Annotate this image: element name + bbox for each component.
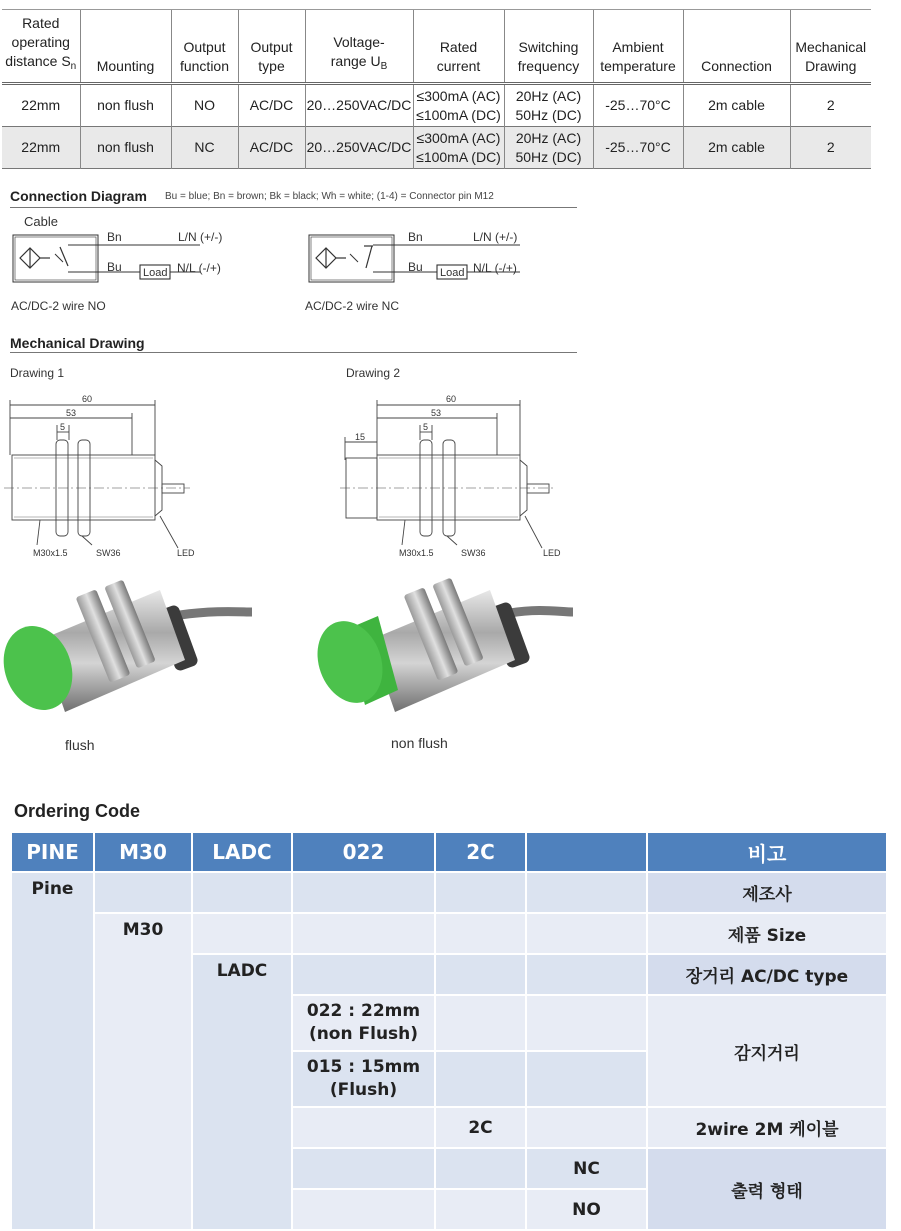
drawing-1-thread: M30x1.5 (33, 548, 68, 558)
spec-cell-line: non flush (97, 139, 154, 155)
mechanical-drawing-title: Mechanical Drawing (10, 335, 145, 351)
drawing-1-dim-5: 5 (60, 422, 66, 432)
drawing-1-dim-60: 60 (82, 394, 93, 404)
spec-header-subscript: B (380, 61, 388, 72)
bu-label-no: Bu (107, 260, 122, 274)
spec-header-line: operating (11, 34, 70, 50)
ordering-header-cell: PINE (12, 833, 95, 873)
empty-cell (527, 1108, 648, 1149)
cable-label: Cable (24, 214, 58, 229)
note-type: 장거리 AC/DC type (648, 955, 888, 996)
nl-label-nc: N/L (-/+) (473, 261, 517, 275)
code-m30: M30 (95, 914, 193, 1231)
spec-header-line: distance S (5, 53, 71, 69)
code-015 (293, 1052, 436, 1108)
drawing-2-dim-5: 5 (423, 422, 429, 432)
code-022-line1: 022 : 22mm (306, 1001, 421, 1021)
code-022-line2: (non Flush) (308, 1024, 419, 1044)
spec-cell-line: 50Hz (DC) (515, 106, 582, 123)
spec-header-line: Ambient (612, 39, 664, 55)
load-label-nc: Load (440, 267, 465, 279)
ordering-header-row (12, 833, 888, 873)
empty-cell (293, 1149, 436, 1190)
spec-header-subscript: n (70, 61, 77, 72)
empty-cell (436, 1190, 527, 1231)
spec-cell-line: 2m cable (708, 139, 765, 155)
code-no: NO (527, 1190, 648, 1231)
drawing-1-led: LED (177, 548, 195, 558)
spec-header-line: function (179, 58, 230, 74)
spec-cell-line: non flush (97, 97, 154, 113)
spec-cell-line: ≤100mA (DC) (416, 148, 501, 165)
spec-cell-line: NO (194, 97, 215, 113)
spec-cell-line: NC (194, 139, 215, 155)
empty-cell (436, 955, 527, 996)
empty-cell (527, 1052, 648, 1108)
spec-header-line: Connection (701, 58, 772, 74)
spec-cell-line: 2m cable (708, 97, 765, 113)
code-022 (293, 996, 436, 1052)
spec-header-line: Voltage- (333, 34, 385, 50)
empty-cell (193, 873, 293, 914)
ordering-code-title: Ordering Code (14, 801, 141, 821)
flush-sensor-photo (0, 579, 252, 719)
load-label-no: Load (143, 267, 168, 279)
spec-header-line: Rated (22, 15, 60, 31)
connection-diagram-title: Connection Diagram (10, 188, 147, 204)
empty-cell (436, 914, 527, 955)
empty-cell (436, 1052, 527, 1108)
non-flush-sensor-photo (307, 577, 573, 712)
connection-legend: Bu = blue; Bn = brown; Bk = black; Wh = white; (1-4) = Connector pin M12 (165, 191, 494, 202)
ordering-header-cell (527, 833, 648, 873)
code-2c: 2C (436, 1108, 527, 1149)
ordering-row (12, 914, 888, 955)
code-nc: NC (527, 1149, 648, 1190)
empty-cell (193, 914, 293, 955)
bn-label-no: Bn (107, 230, 122, 244)
note-size: 제품 Size (648, 914, 888, 955)
caption-no: AC/DC-2 wire NO (11, 299, 106, 313)
nl-label-no: N/L (-/+) (177, 261, 221, 275)
spec-cell-line: 50Hz (DC) (515, 148, 582, 165)
spec-header-line: current (436, 58, 481, 74)
drawing-2-dim-15: 15 (355, 432, 366, 442)
spec-cell-line: -25…70°C (605, 139, 671, 155)
ordering-header-cell: LADC (193, 833, 293, 873)
empty-cell (293, 1190, 436, 1231)
spec-header-line: Output (250, 39, 293, 55)
spec-cell-line: AC/DC (249, 97, 294, 113)
spec-header-line: Drawing (805, 58, 857, 74)
code-ladc: LADC (193, 955, 293, 1231)
empty-cell (527, 873, 648, 914)
drawing-2-dim-53: 53 (431, 408, 442, 418)
note-cable: 2wire 2M 케이블 (648, 1108, 888, 1149)
code-015-line2: (Flush) (329, 1080, 398, 1100)
spec-header-line: type (258, 58, 285, 74)
spec-header-line: range U (330, 53, 381, 69)
drawing-2-thread: M30x1.5 (399, 548, 434, 558)
drawing-2-label: Drawing 2 (346, 366, 401, 380)
empty-cell (95, 873, 193, 914)
spec-header-line: temperature (600, 58, 676, 74)
spec-cell-line: -25…70°C (605, 97, 671, 113)
empty-cell (436, 1149, 527, 1190)
spec-header-line: Output (183, 39, 226, 55)
drawing-2-led: LED (543, 548, 561, 558)
note-distance: 감지거리 (648, 996, 888, 1108)
empty-cell (527, 914, 648, 955)
empty-cell (436, 996, 527, 1052)
empty-cell (293, 1108, 436, 1149)
spec-cell-line: 20Hz (AC) (515, 129, 582, 146)
spec-cell-line: 22mm (21, 97, 61, 113)
empty-cell (527, 955, 648, 996)
empty-cell (293, 914, 436, 955)
ordering-code-table (12, 833, 888, 1231)
note-output: 출력 형태 (648, 1149, 888, 1231)
code-pine: Pine (12, 873, 95, 1231)
spec-header-line: frequency (517, 58, 580, 74)
spec-cell-line: ≤300mA (AC) (416, 87, 501, 104)
spec-cell-line: ≤100mA (DC) (416, 106, 501, 123)
ordering-header-cell: 022 (293, 833, 436, 873)
drawing-1-dim-53: 53 (66, 408, 77, 418)
drawing-1-wrench: SW36 (96, 548, 121, 558)
empty-cell (436, 873, 527, 914)
ordering-row (12, 873, 888, 914)
spec-cell-line: 2 (826, 97, 835, 113)
spec-header-line: Rated (439, 39, 478, 55)
spec-cell-line: 2 (826, 139, 835, 155)
spec-header-line: Switching (518, 39, 579, 55)
ordering-header-cell: M30 (95, 833, 193, 873)
spec-cell-line: ≤300mA (AC) (416, 129, 501, 146)
ln-label-nc: L/N (+/-) (473, 230, 518, 244)
ordering-header-cell: 비고 (648, 833, 888, 873)
empty-cell (293, 873, 436, 914)
drawing-1-label: Drawing 1 (10, 366, 65, 380)
ln-label-no: L/N (+/-) (178, 230, 223, 244)
empty-cell (293, 955, 436, 996)
spec-header-line: Mounting (96, 58, 155, 74)
non-flush-caption: non flush (391, 735, 448, 751)
spec-cell-line: AC/DC (249, 139, 294, 155)
caption-nc: AC/DC-2 wire NC (305, 299, 400, 313)
bu-label-nc: Bu (408, 260, 423, 274)
note-maker: 제조사 (648, 873, 888, 914)
spec-header-line: Mechanical (795, 39, 867, 55)
code-015-line1: 015 : 15mm (306, 1057, 421, 1077)
spec-cell-line: 22mm (21, 139, 61, 155)
empty-cell (527, 996, 648, 1052)
drawing-2-dim-60: 60 (446, 394, 457, 404)
spec-cell-line: 20Hz (AC) (515, 87, 582, 104)
drawing-2-wrench: SW36 (461, 548, 486, 558)
bn-label-nc: Bn (408, 230, 423, 244)
ordering-header-cell: 2C (436, 833, 527, 873)
spec-cell-line: 20…250VAC/DC (306, 97, 412, 113)
spec-cell-line: 20…250VAC/DC (306, 139, 412, 155)
flush-caption: flush (65, 737, 95, 753)
